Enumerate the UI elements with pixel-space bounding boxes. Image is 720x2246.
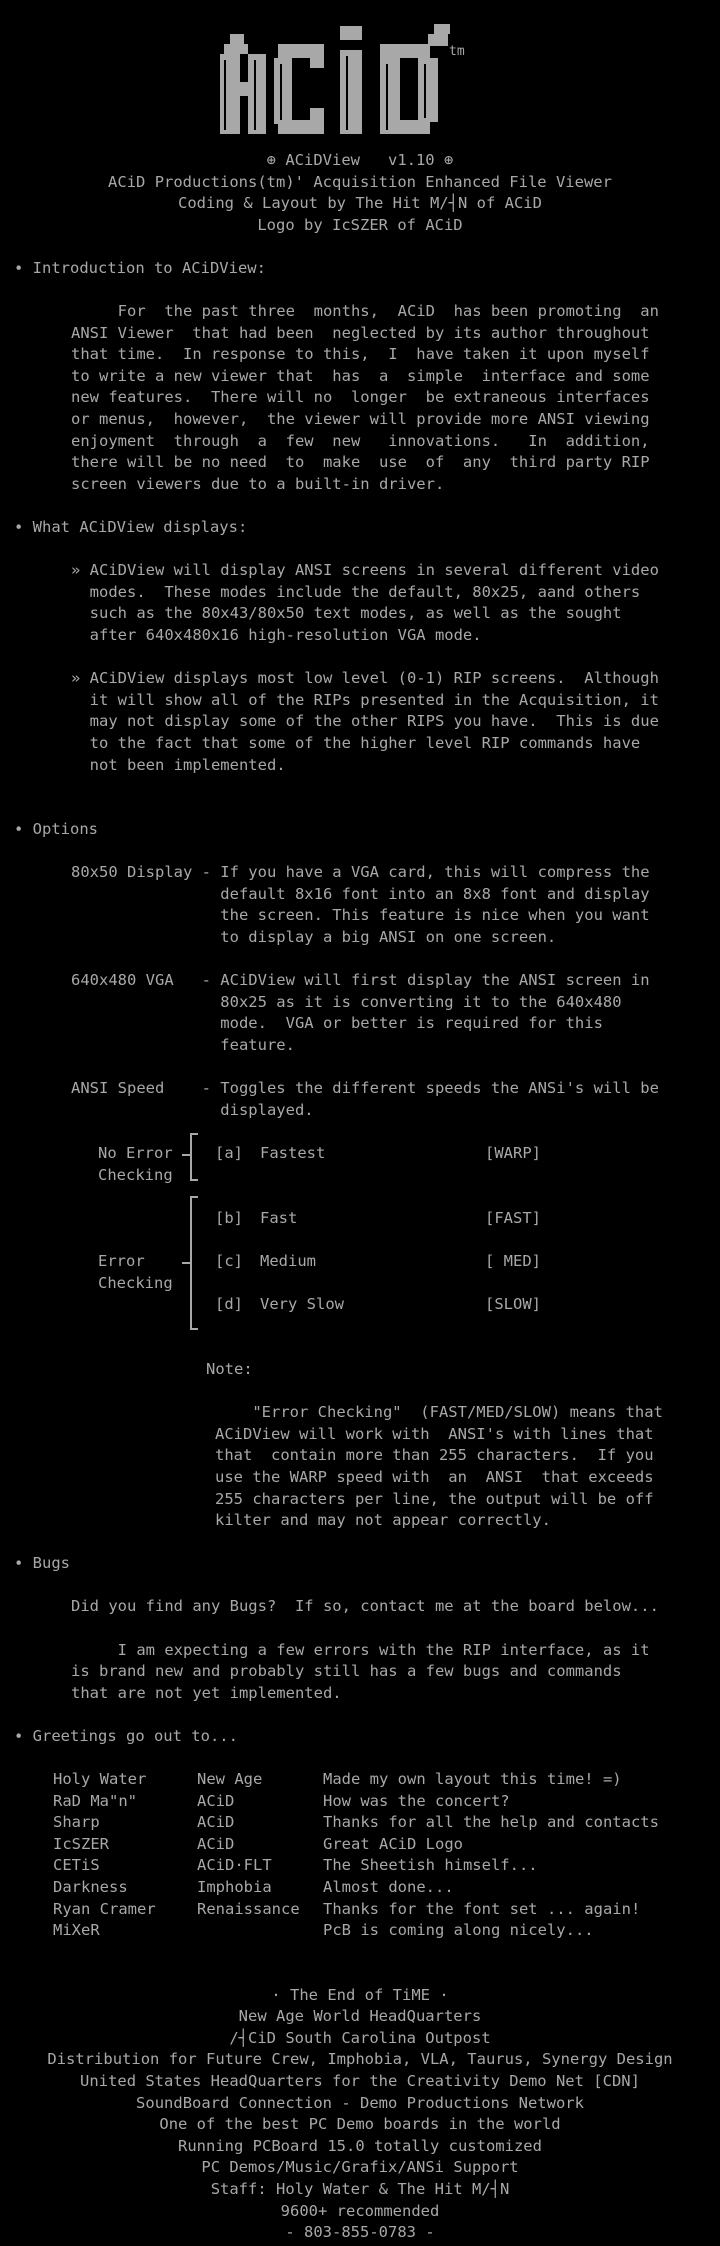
speed-name: Very Slow xyxy=(260,1295,344,1313)
options-heading: ∙ Options xyxy=(14,820,98,838)
greeting-name: Ryan Cramer xyxy=(53,1900,156,1918)
footer-line: SoundBoard Connection - Demo Productions Network xyxy=(136,2094,584,2112)
intro-line: new features. There will no longer be extraneous interfaces xyxy=(71,388,650,406)
speed-key: [c] xyxy=(215,1252,243,1270)
displays-line: may not display some of the other RIPS you have. This is due xyxy=(71,712,659,730)
greeting-name: CETiS xyxy=(53,1856,100,1874)
speed-key: [b] xyxy=(215,1209,243,1227)
option-line: mode. VGA or better is required for this xyxy=(71,1014,603,1032)
option-line: displayed. xyxy=(71,1101,314,1119)
noerror-label: Checking xyxy=(98,1166,173,1184)
speed-code: [WARP] xyxy=(485,1144,541,1162)
greeting-name: Darkness xyxy=(53,1878,128,1896)
logo-qr-mark: QR xyxy=(224,44,240,59)
footer-phone: - 803-855-0783 - xyxy=(285,2223,435,2241)
credits-logo: Logo by IcSZER of ACiD xyxy=(257,216,463,234)
bugs-heading: ∙ Bugs xyxy=(14,1554,70,1572)
greeting-name: RaD Ma"n" xyxy=(53,1792,137,1810)
footer-line: Distribution for Future Crew, Imphobia, VLA, Taurus, Synergy Design xyxy=(47,2050,673,2068)
noerror-bracket-tick xyxy=(182,1154,190,1156)
intro-heading: ∙ Introduction to ACiDView: xyxy=(14,259,266,277)
greeting-name: IcSZER xyxy=(53,1835,109,1853)
greeting-group: Renaissance xyxy=(197,1900,300,1918)
footer-line: Running PCBoard 15.0 totally customized xyxy=(178,2137,542,2155)
greeting-message: Great ACiD Logo xyxy=(323,1835,463,1853)
greeting-name: Holy Water xyxy=(53,1770,147,1788)
option-line: 80x25 as it is converting it to the 640x480 xyxy=(71,993,622,1011)
greeting-group: New Age xyxy=(197,1770,263,1788)
note-line: ACiDView will work with ANSI's with lines that xyxy=(215,1425,654,1443)
greeting-message: Almost done... xyxy=(323,1878,454,1896)
option-line: 640x480 VGA - ACiDView will first display the ANSI screen in xyxy=(71,971,650,989)
note-line: that contain more than 255 characters. If you xyxy=(215,1446,654,1464)
speed-key: [a] xyxy=(215,1144,243,1162)
intro-line: or menus, however, the viewer will provide more ANSI viewing xyxy=(71,410,650,428)
speed-name: Fastest xyxy=(260,1144,326,1162)
intro-line: that time. In response to this, I have taken it upon myself xyxy=(71,345,650,363)
speed-name: Medium xyxy=(260,1252,316,1270)
footer-line: Staff: Holy Water & The Hit M/┤N xyxy=(210,2180,510,2198)
option-line: the screen. This feature is nice when you want xyxy=(71,906,650,924)
app-subtitle: ACiD Productions(tm)' Acquisition Enhanced File Viewer xyxy=(108,173,612,191)
intro-line: to write a new viewer that has a simple interface and some xyxy=(71,367,650,385)
greeting-group: ACiD xyxy=(197,1835,235,1853)
displays-line: » ACiDView displays most low level (0-1) RIP screens. Although xyxy=(71,669,659,687)
speed-code: [SLOW] xyxy=(485,1295,541,1313)
displays-line: it will show all of the RIPs presented in the Acquisition, it xyxy=(71,691,659,709)
displays-line: modes. These modes include the default, 80x25, aand others xyxy=(71,583,641,601)
footer-line: One of the best PC Demo boards in the world xyxy=(159,2115,561,2133)
bugs-line: Did you find any Bugs? If so, contact me at the board below... xyxy=(71,1597,659,1615)
error-label: Error xyxy=(98,1252,145,1270)
greeting-group: Imphobia xyxy=(197,1878,272,1896)
greeting-message: The Sheetish himself... xyxy=(323,1856,538,1874)
footer-line: United States HeadQuarters for the Creativity Demo Net [CDN] xyxy=(80,2072,640,2090)
greetings-heading: ∙ Greetings go out to... xyxy=(14,1727,238,1745)
footer-line: · The End of TiME · xyxy=(271,1986,449,2004)
speed-name: Fast xyxy=(260,1209,298,1227)
greeting-message: PcB is coming along nicely... xyxy=(323,1921,594,1939)
speed-key: [d] xyxy=(215,1295,243,1313)
greeting-message: Thanks for all the help and contacts xyxy=(323,1813,659,1831)
greeting-name: Sharp xyxy=(53,1813,100,1831)
noerror-label: No Error xyxy=(98,1144,173,1162)
note-title: Note: xyxy=(206,1360,253,1378)
displays-line: after 640x480x16 high-resolution VGA mode. xyxy=(71,626,482,644)
error-label: Checking xyxy=(98,1274,173,1292)
greeting-message: How was the concert? xyxy=(323,1792,510,1810)
intro-line: ANSI Viewer that had been neglected by its author throughout xyxy=(71,324,650,342)
option-line: 80x50 Display - If you have a VGA card, this will compress the xyxy=(71,863,650,881)
note-line: "Error Checking" (FAST/MED/SLOW) means that xyxy=(215,1403,663,1421)
bugs-line: I am expecting a few errors with the RIP interface, as it xyxy=(71,1641,650,1659)
footer-line: New Age World HeadQuarters xyxy=(238,2007,482,2025)
app-version: ⊕ ACiDView v1.10 ⊕ xyxy=(266,151,454,169)
bugs-line: is brand new and probably still has a few bugs and commands xyxy=(71,1662,622,1680)
speed-code: [FAST] xyxy=(485,1209,541,1227)
footer-line: /┤CiD South Carolina Outpost xyxy=(229,2029,491,2047)
greeting-group: ACiD xyxy=(197,1792,235,1810)
credits-coding: Coding & Layout by The Hit M/┤N of ACiD xyxy=(178,194,542,212)
intro-line: enjoyment through a few new innovations. In addition, xyxy=(71,432,650,450)
option-line: default 8x16 font into an 8x8 font and display xyxy=(71,885,650,903)
noerror-bracket xyxy=(190,1133,198,1181)
intro-line: For the past three months, ACiD has been promoting an xyxy=(71,302,659,320)
footer-line: 9600+ recommended xyxy=(280,2202,440,2220)
greeting-message: Thanks for the font set ... again! xyxy=(323,1900,641,1918)
intro-line: screen viewers due to a built-in driver. xyxy=(71,475,445,493)
error-bracket-tick xyxy=(182,1262,190,1264)
greeting-name: MiXeR xyxy=(53,1921,100,1939)
logo-tm-mark: tm xyxy=(449,44,465,59)
greeting-group: ACiD xyxy=(197,1813,235,1831)
option-line: ANSI Speed - Toggles the different speeds the ANSi's will be xyxy=(71,1079,659,1097)
displays-line: such as the 80x43/80x50 text modes, as well as the sought xyxy=(71,604,622,622)
displays-line: to the fact that some of the higher level RIP commands have xyxy=(71,734,641,752)
displays-heading: ∙ What ACiDView displays: xyxy=(14,518,248,536)
greeting-message: Made my own layout this time! =) xyxy=(323,1770,622,1788)
note-line: use the WARP speed with an ANSI that exceeds xyxy=(215,1468,654,1486)
greeting-group: ACiD·FLT xyxy=(197,1856,272,1874)
option-line: feature. xyxy=(71,1036,295,1054)
option-line: to display a big ANSI on one screen. xyxy=(71,928,557,946)
bugs-line: that are not yet implemented. xyxy=(71,1684,342,1702)
note-line: 255 characters per line, the output will be off xyxy=(215,1490,654,1508)
error-bracket xyxy=(190,1196,198,1330)
displays-line: » ACiDView will display ANSI screens in several different video xyxy=(71,561,659,579)
note-line: kilter and may not appear correctly. xyxy=(215,1511,551,1529)
footer-line: PC Demos/Music/Grafix/ANSi Support xyxy=(201,2158,519,2176)
speed-code: [ MED] xyxy=(485,1252,541,1270)
acid-logo xyxy=(220,16,464,140)
intro-line: there will be no need to make use of any third party RIP xyxy=(71,453,650,471)
displays-line: not been implemented. xyxy=(71,756,286,774)
